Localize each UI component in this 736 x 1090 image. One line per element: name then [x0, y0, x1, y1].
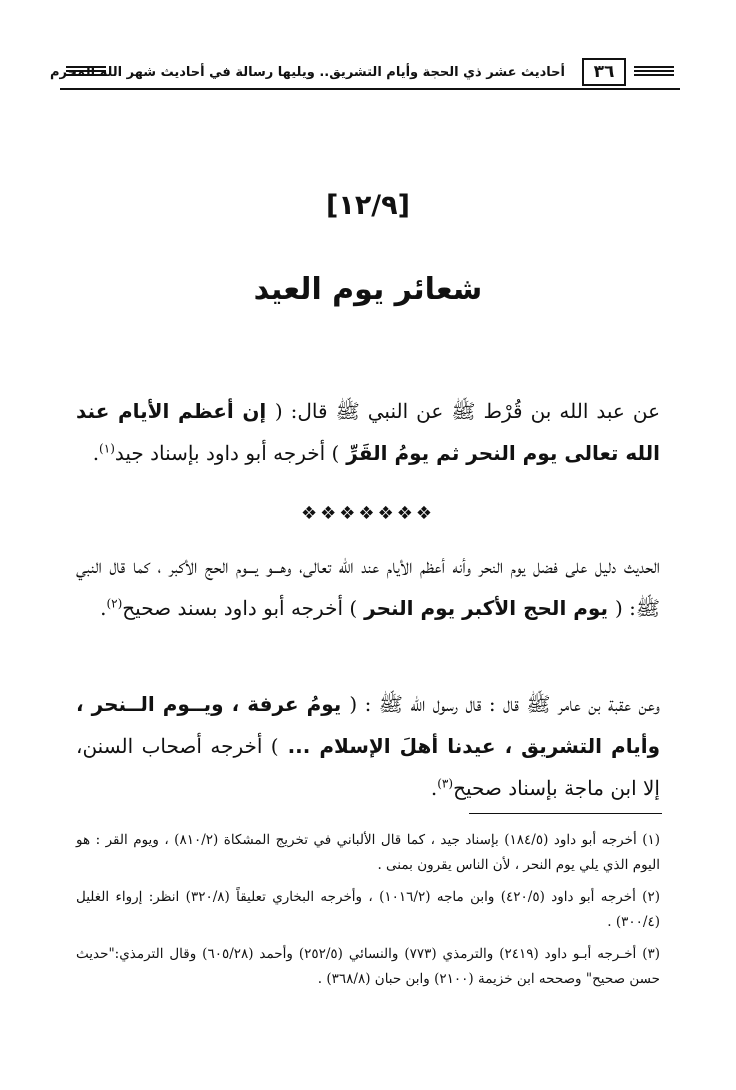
running-header: [50, 58, 680, 92]
paragraph-2: [76, 545, 660, 629]
footnote-3: (٣) أخـرجه أبـو داود (٢٤١٩) والترمذي (٧٧٣) والنسائي (٢٥٢/٥) وأحمد (٦٠٥/٢٨) وقال الترمذي:"حديث حسن صحيح" وصححه ابن خزيمة (٢١٠٠) وابن حبان (٣٦٨/٨) .: [76, 946, 661, 987]
footnotes: [76, 828, 660, 999]
paragraph-1-outro: ) أخرجه أبو داود بإسناد جيد: [114, 441, 340, 465]
footnote-ref-2[interactable]: (٢): [106, 596, 123, 611]
paragraph-2-end: .: [100, 596, 107, 620]
header-ornament-right: [634, 66, 674, 80]
running-title: أحاديث عشر ذي الحجة وأيام التشريق.. ويليها رسالة في أحاديث شهر الله المحرم: [50, 65, 565, 80]
footnote-rule: [469, 813, 662, 814]
footnote-1: (١) أخرجه أبو داود (١٨٤/٥) بإسناد جيد ، كما قال الألباني في تخريج المشكاة (٨١٠/٢) ، ويوم القر : هو اليوم الذي يلي يوم النحر ، لأن الناس يقرون بمنى .: [76, 832, 661, 873]
paragraph-2-outro: ) أخرجه أبو داود بسند صحيح: [122, 596, 358, 620]
paragraph-3-end: .: [430, 776, 438, 800]
paragraph-1-intro: عن عبد الله بن قُرْط ﷺ عن النبي ﷺ قال: (: [274, 399, 661, 423]
paragraph-2-hadith: يوم الحج الأكبر يوم النحر: [357, 596, 615, 620]
footnote-2: (٢) أخرجه أبو داود (٤٢٠/٥) وابن ماجه (١٠١٦/٢) ، وأخرجه البخاري تعليقاً (٣٢٠/٨) انظر: إرواء الغليل (٣٠٠/٤) .: [76, 889, 660, 930]
ornament-separator: ❖❖❖❖❖❖❖: [301, 503, 435, 524]
footnote-ref-1[interactable]: (١): [99, 441, 115, 456]
section-number: [١٢/٩]: [326, 190, 410, 221]
footnote-ref-3[interactable]: (٣): [437, 776, 454, 791]
page-number: ٣٦: [582, 58, 626, 86]
paragraph-1-end: .: [92, 441, 100, 465]
paragraph-3-outro: ) أخرجه أصحاب السنن، إلا ابن ماجة بإسناد صحيح: [76, 734, 660, 800]
paragraph-1: [76, 390, 660, 474]
paragraph-2-intro: الحديث دليل على فضل يوم النحر وأنه أعظم الأيام عند الله تعالى، وهـــو يـــوم الحج الأكبر ، كما قال النبي ﷺ: (: [76, 554, 660, 620]
paragraph-1-hadith: إن أعظم الأيام عند الله تعالى يوم النحر ثم يومُ القَرِّ: [76, 399, 660, 465]
paragraph-3: [76, 683, 660, 809]
header-rule: [60, 88, 680, 90]
paragraph-3-intro: وعن عقبة بن عامر ﷺ قال : قال رسول الله ﷺ : (: [349, 692, 660, 716]
paragraph-3-hadith: يومُ عرفة ، ويــوم الــنحر ، وأيام التشريق ، عيدنا أهلَ الإسلام ...: [76, 692, 660, 758]
section-title: شعائر يوم العيد: [253, 272, 483, 307]
